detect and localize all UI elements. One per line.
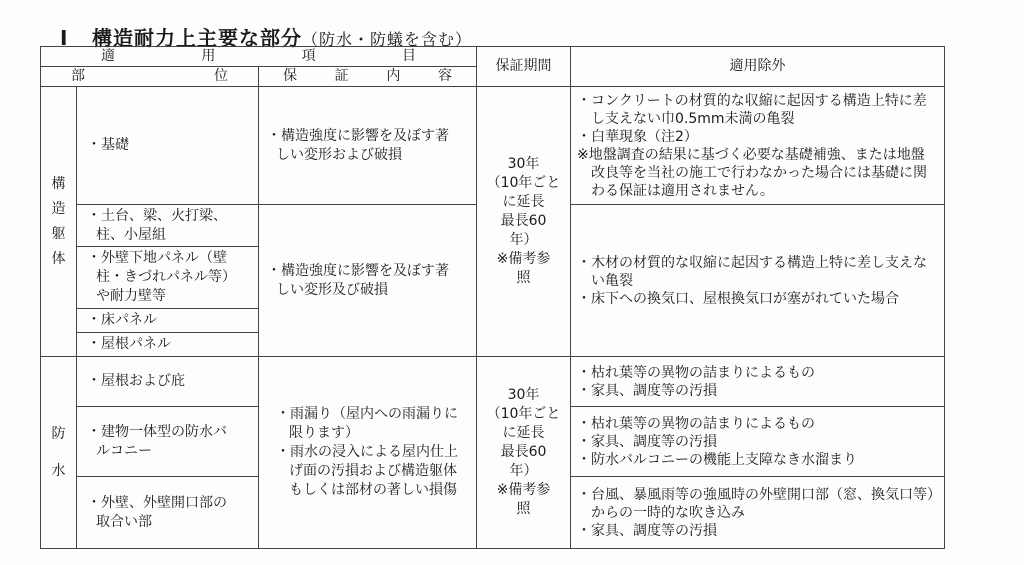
part-outer-wall-opening: ・外壁、外壁開口部の 取合い部 <box>77 477 259 549</box>
header-period: 保証期間 <box>477 47 571 87</box>
exclusion-waterproof-2: ・枯れ葉等の異物の詰まりによるもの ・家具、調度等の汚損 ・防水バルコニーの機能上支障なき水溜まり <box>571 407 945 477</box>
exclusion-structure-2: ・木材の材質的な収縮に起因する構造上特に差し支えない亀裂 ・床下への換気口、屋根換気口が塞がれていた場合 <box>571 205 945 357</box>
exclusion-structure-1: ・コンクリートの材質的な収縮に起因する構造上特に差し支えない巾0.5mm未満の亀裂 ・白華現象（注2） ※地盤調査の結果に基づく必要な基礎補強、または地盤改良等を当社の施工で行わなかった場合には基礎に関わる保証は適用されません。 <box>571 87 945 205</box>
exclusion-waterproof-1: ・枯れ葉等の異物の詰まりによるもの ・家具、調度等の汚損 <box>571 357 945 407</box>
content-structure-2: ・構造強度に影響を及ぼす著 しい変形及び破損 <box>259 205 477 357</box>
category-waterproof: 防 水 <box>41 357 77 549</box>
category-structure: 構 造 躯 体 <box>41 87 77 357</box>
part-foundation: ・基礎 <box>77 87 259 205</box>
header-applicable-item: 適 用 項 目 <box>41 47 477 67</box>
header-content: 保 証 内 容 <box>259 67 477 87</box>
content-structure-1: ・構造強度に影響を及ぼす著 しい変形および破損 <box>259 87 477 205</box>
part-balcony: ・建物一体型の防水バ ルコニー <box>77 407 259 477</box>
period-structure: 30年 （10年ごと に延長 最長60 年） ※備考参 照 <box>477 87 571 357</box>
part-floor-panel: ・床パネル <box>77 309 259 333</box>
header-part: 部 位 <box>41 67 259 87</box>
exclusion-waterproof-3: ・台風、暴風雨等の強風時の外壁開口部（窓、換気口等）からの一時的な吹き込み ・家具、調度等の汚損 <box>571 477 945 549</box>
part-outer-wall-panel: ・外壁下地パネル（壁 柱・きづれパネル等） や耐力壁等 <box>77 247 259 309</box>
section-title-main: 構造耐力上主要な部分 <box>92 26 302 50</box>
part-roof-eaves: ・屋根および庇 <box>77 357 259 407</box>
header-exclusion: 適用除外 <box>571 47 945 87</box>
warranty-table <box>40 46 945 549</box>
period-waterproof: 30年 （10年ごと に延長 最長60 年） ※備考参 照 <box>477 357 571 549</box>
section-title-sub: （防水・防蟻を含む） <box>302 30 473 49</box>
part-roof-panel: ・屋根パネル <box>77 333 259 357</box>
section-number: I <box>60 26 69 50</box>
part-dodai: ・土台、梁、火打梁、 柱、小屋組 <box>77 205 259 247</box>
content-waterproof: ・雨漏り（屋内への雨漏りに限ります） ・雨水の浸入による屋内仕上げ面の汚損および構造躯体もしくは部材の著しい損傷 <box>259 357 477 549</box>
